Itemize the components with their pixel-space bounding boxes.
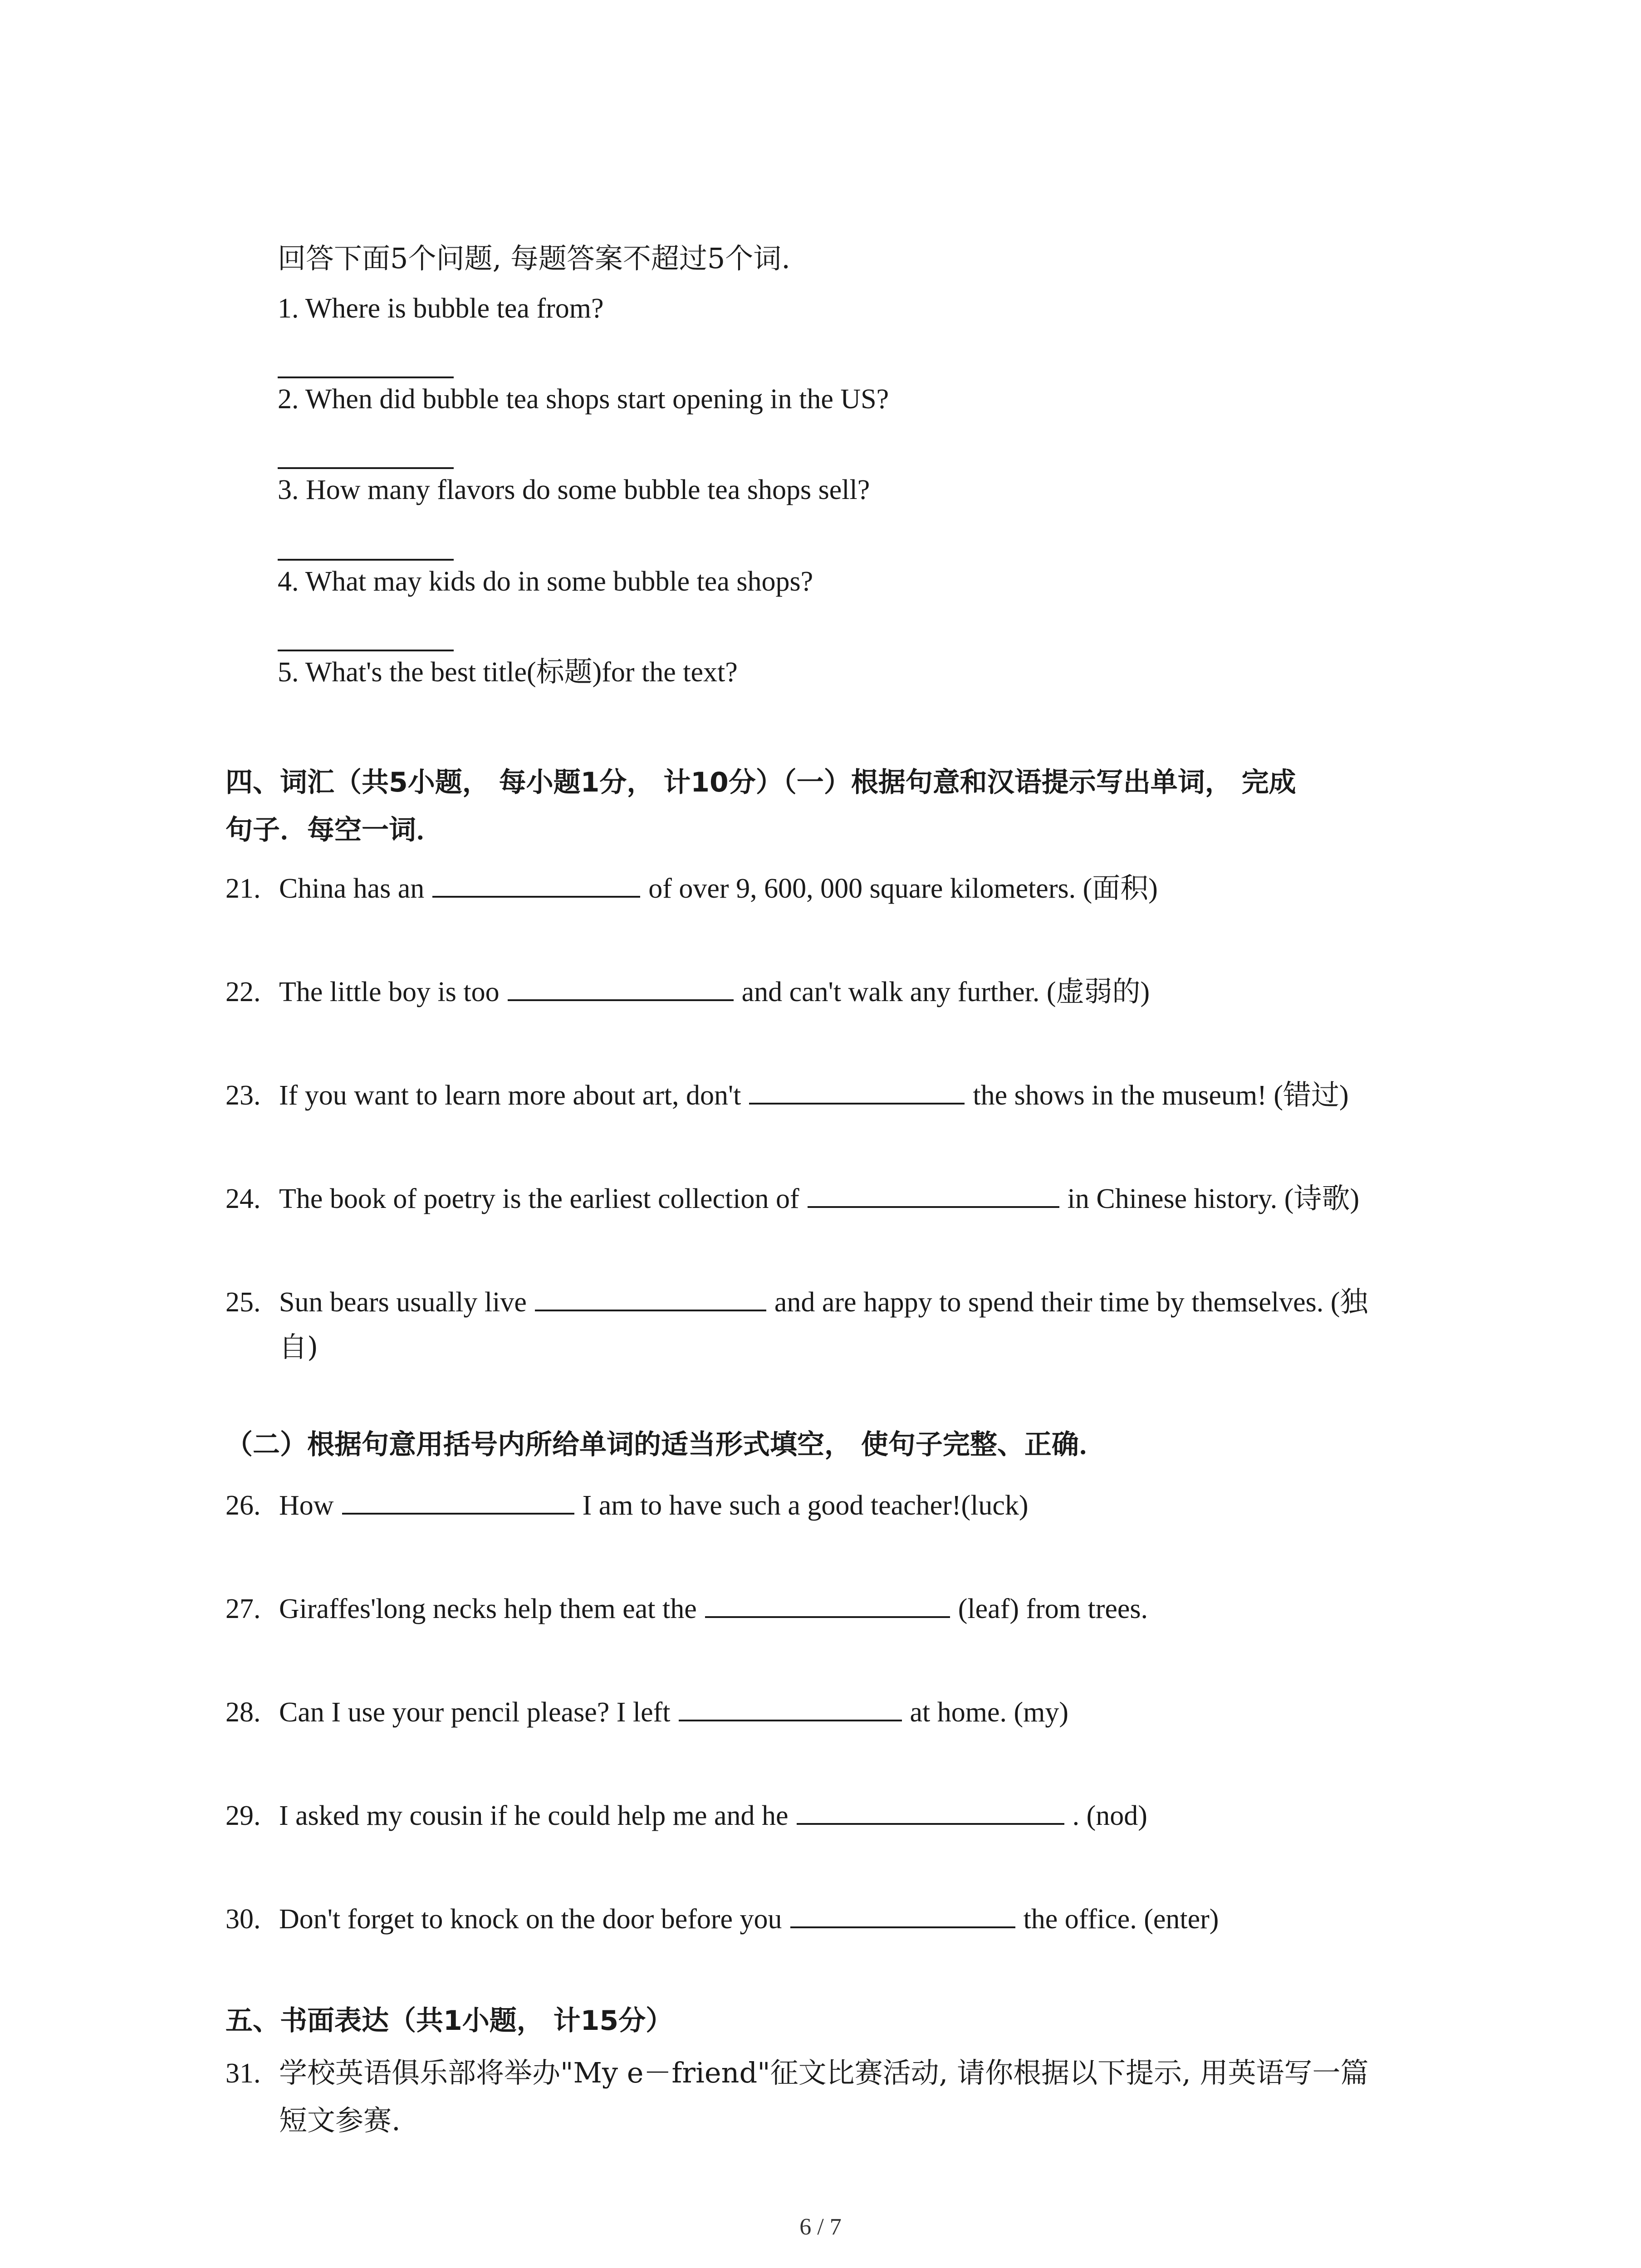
- item-25: 25. Sun bears usually live and are happy to spend their time by themselves. (独: [225, 1282, 1368, 1320]
- question-4: 4. What may kids do in some bubble tea shops?: [278, 566, 813, 597]
- fill-blank-26[interactable]: [342, 1486, 574, 1515]
- item-29: 29. I asked my cousin if he could help me and he . (nod): [225, 1796, 1147, 1834]
- section5-heading: 五、书面表达（共1小题， 计15分）: [225, 2005, 673, 2037]
- fill-blank-29[interactable]: [797, 1796, 1064, 1825]
- item-28: 28. Can I use your pencil please? I left at home. (my): [225, 1692, 1068, 1730]
- item-24: 24. The book of poetry is the earliest collection of in Chinese history. (诗歌): [225, 1179, 1359, 1217]
- answer-blank-1[interactable]: [278, 376, 454, 378]
- fill-blank-24[interactable]: [808, 1179, 1059, 1208]
- answer-blank-2[interactable]: [278, 467, 454, 469]
- fill-blank-23[interactable]: [749, 1075, 965, 1105]
- fill-blank-25[interactable]: [535, 1282, 766, 1311]
- question-1: 1. Where is bubble tea from?: [278, 293, 604, 324]
- question-5: 5. What's the best title(标题)for the text?: [278, 657, 738, 688]
- fill-blank-30[interactable]: [790, 1899, 1015, 1928]
- fill-blank-27[interactable]: [705, 1589, 950, 1618]
- section4-heading-line2: 句子．每空一词．: [225, 814, 443, 846]
- answer-blank-3[interactable]: [278, 559, 454, 561]
- question-2: 2. When did bubble tea shops start opening in the US?: [278, 384, 889, 415]
- answer-blank-4[interactable]: [278, 650, 454, 651]
- item-23: 23. If you want to learn more about art, don't the shows in the museum! (错过): [225, 1075, 1349, 1114]
- question-3: 3. How many flavors do some bubble tea shops sell?: [278, 474, 870, 505]
- item-31: 31. 学校英语俱乐部将举办"My e－friend"征文比赛活动, 请你根据以下提示, 用英语写一篇: [225, 2056, 1369, 2089]
- item-30: 30. Don't forget to knock on the door before you the office. (enter): [225, 1899, 1219, 1937]
- fill-blank-28[interactable]: [679, 1692, 902, 1721]
- fill-blank-21[interactable]: [432, 869, 640, 898]
- item-26: 26. How I am to have such a good teacher!(luck): [225, 1486, 1029, 1524]
- section4-sub-heading: （二）根据句意用括号内所给单词的适当形式填空， 使句子完整、正确．: [225, 1429, 1106, 1461]
- page-number: 6 / 7: [799, 2214, 842, 2240]
- item-22: 22. The little boy is too and can't walk any further. (虚弱的): [225, 972, 1150, 1010]
- item-21: 21. China has an of over 9, 600, 000 square kilometers. (面积): [225, 869, 1158, 907]
- item-27: 27. Giraffes'long necks help them eat the (leaf) from trees.: [225, 1589, 1148, 1627]
- item-25-continuation: 自): [279, 1330, 318, 1364]
- section4-heading-line1: 四、词汇（共5小题， 每小题1分， 计10分）（一）根据句意和汉语提示写出单词， 完成: [225, 767, 1296, 798]
- item-31-continuation: 短文参赛.: [279, 2104, 401, 2137]
- fill-blank-22[interactable]: [508, 972, 734, 1001]
- reading-instruction: 回答下面5个问题, 每题答案不超过5个词.: [278, 242, 791, 275]
